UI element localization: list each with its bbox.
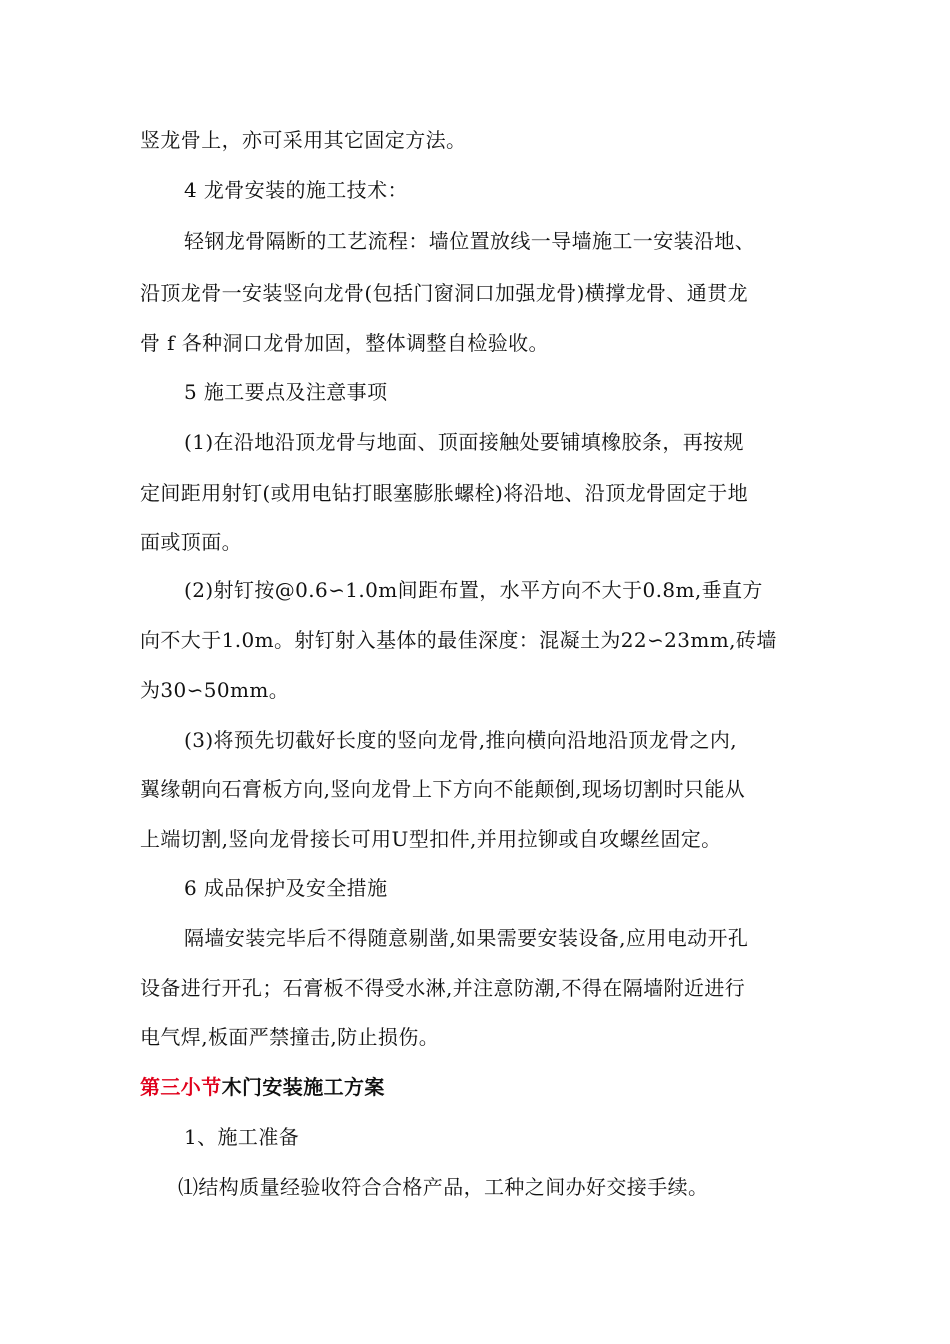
paragraph-line: 电气焊,板面严禁撞击,防止损伤。 <box>140 1025 440 1049</box>
paragraph-line: 轻钢龙骨隔断的工艺流程：墙位置放线一导墙施工一安装沿地、 <box>184 229 756 253</box>
paragraph-line: 设备进行开孔；石膏板不得受水淋,并注意防潮,不得在隔墙附近进行 <box>140 976 746 1000</box>
paragraph-line: 面或顶面。 <box>140 530 242 554</box>
paragraph-line: (3)将预先切截好长度的竖向龙骨,推向横向沿地沿顶龙骨之内, <box>184 728 738 752</box>
paragraph-line: 为30∽50mm。 <box>140 678 290 702</box>
section-heading <box>140 1075 820 1099</box>
paragraph-line: ⑴结构质量经验收符合合格产品，工种之间办好交接手续。 <box>178 1175 709 1199</box>
section-5-heading: 5 施工要点及注意事项 <box>184 380 388 404</box>
paragraph-line: 竖龙骨上，亦可采用其它固定方法。 <box>140 128 467 152</box>
paragraph-line: 翼缘朝向石膏板方向,竖向龙骨上下方向不能颠倒,现场切割时只能从 <box>140 777 746 801</box>
paragraph-line: 定间距用射钉(或用电钻打眼塞膨胀螺栓)将沿地、沿顶龙骨固定于地 <box>140 481 749 505</box>
paragraph-line: (2)射钉按@0.6∽1.0m间距布置，水平方向不大于0.8m,垂直方 <box>184 578 763 602</box>
subsection-heading: 1、施工准备 <box>184 1125 300 1149</box>
section-6-heading: 6 成品保护及安全措施 <box>184 876 388 900</box>
paragraph-line: 骨 f 各种洞口龙骨加固，整体调整自检验收。 <box>140 331 549 355</box>
paragraph-line: 上端切割,竖向龙骨接长可用U型扣件,并用拉铆或自攻螺丝固定。 <box>140 827 722 851</box>
section-4-heading: 4 龙骨安装的施工技术： <box>184 178 408 202</box>
section-heading-prefix: 第三小节 <box>140 1075 222 1099</box>
paragraph-line: 沿顶龙骨一安装竖向龙骨(包括门窗洞口加强龙骨)横撑龙骨、通贯龙 <box>140 281 749 305</box>
paragraph-line: 向不大于1.0m。射钉射入基体的最佳深度：混凝土为22∽23mm,砖墙 <box>140 628 777 652</box>
section-heading-title: 木门安装施工方案 <box>221 1075 385 1099</box>
paragraph-line: 隔墙安装完毕后不得随意剔凿,如果需要安装设备,应用电动开孔 <box>184 926 749 950</box>
paragraph-line: (1)在沿地沿顶龙骨与地面、顶面接触处要铺填橡胶条，再按规 <box>184 430 744 454</box>
